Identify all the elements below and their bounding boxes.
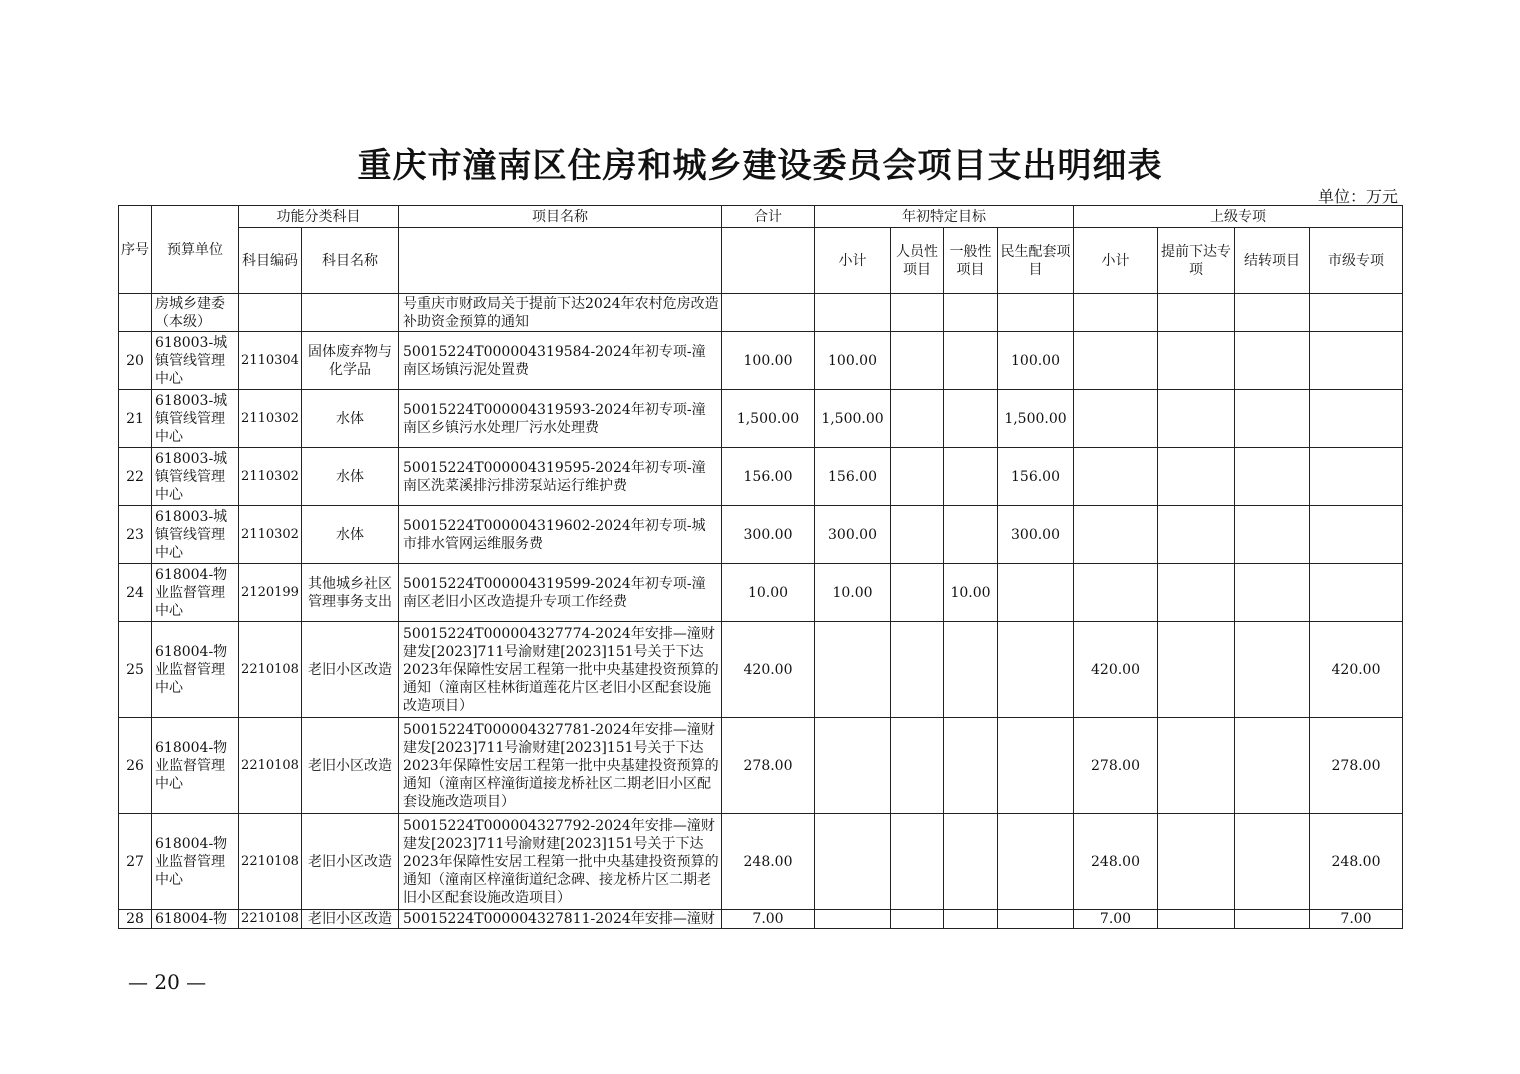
cell-total: 100.00 bbox=[722, 332, 815, 390]
cell-livelihood: 156.00 bbox=[998, 448, 1074, 506]
cell-advance bbox=[1158, 390, 1235, 448]
cell-city-level: 420.00 bbox=[1310, 622, 1403, 718]
cell-personnel bbox=[891, 448, 944, 506]
cell-city-level bbox=[1310, 294, 1403, 332]
cell-personnel bbox=[891, 506, 944, 564]
cell-seq: 25 bbox=[119, 622, 152, 718]
cell-subject-code: 2120199 bbox=[239, 564, 302, 622]
cell-carryover bbox=[1235, 448, 1310, 506]
cell-city-level bbox=[1310, 506, 1403, 564]
header-advance: 提前下达专项 bbox=[1158, 228, 1235, 294]
cell-livelihood bbox=[998, 294, 1074, 332]
cell-total: 248.00 bbox=[722, 814, 815, 910]
cell-carryover bbox=[1235, 332, 1310, 390]
cell-general bbox=[944, 622, 998, 718]
cell-total bbox=[722, 294, 815, 332]
page-title: 重庆市潼南区住房和城乡建设委员会项目支出明细表 bbox=[357, 146, 1163, 186]
cell-superior-subtotal: 248.00 bbox=[1074, 814, 1158, 910]
cell-total: 1,500.00 bbox=[722, 390, 815, 448]
cell-personnel bbox=[891, 718, 944, 814]
cell-initial-subtotal: 10.00 bbox=[815, 564, 891, 622]
cell-superior-subtotal bbox=[1074, 564, 1158, 622]
table-row bbox=[119, 294, 1403, 332]
table-row bbox=[119, 718, 1403, 814]
cell-initial-subtotal bbox=[815, 718, 891, 814]
cell-subject-code: 2210108 bbox=[239, 622, 302, 718]
cell-budget-unit: 618003-城镇管线管理中心 bbox=[152, 390, 239, 448]
cell-total: 420.00 bbox=[722, 622, 815, 718]
cell-subject-code: 2110302 bbox=[239, 390, 302, 448]
cell-general: 10.00 bbox=[944, 564, 998, 622]
cell-seq bbox=[119, 294, 152, 332]
cell-superior-subtotal bbox=[1074, 294, 1158, 332]
cell-superior-subtotal: 420.00 bbox=[1074, 622, 1158, 718]
cell-advance bbox=[1158, 332, 1235, 390]
cell-initial-subtotal bbox=[815, 294, 891, 332]
cell-budget-unit: 618003-城镇管线管理中心 bbox=[152, 332, 239, 390]
cell-subject-name: 水体 bbox=[302, 448, 399, 506]
cell-general bbox=[944, 390, 998, 448]
cell-livelihood bbox=[998, 814, 1074, 910]
cell-city-level bbox=[1310, 332, 1403, 390]
cell-personnel bbox=[891, 332, 944, 390]
cell-total: 278.00 bbox=[722, 718, 815, 814]
cell-advance bbox=[1158, 448, 1235, 506]
cell-initial-subtotal: 100.00 bbox=[815, 332, 891, 390]
cell-livelihood bbox=[998, 564, 1074, 622]
cell-total: 156.00 bbox=[722, 448, 815, 506]
unit-label: 单位：万元 bbox=[1317, 187, 1398, 206]
cell-total: 10.00 bbox=[722, 564, 815, 622]
cell-city-level bbox=[1310, 564, 1403, 622]
cell-advance bbox=[1158, 506, 1235, 564]
header-total: 合计 bbox=[722, 206, 815, 228]
cell-project-name: 50015224T000004319602-2024年初专项-城市排水管网运维服务费 bbox=[399, 506, 722, 564]
cell-carryover bbox=[1235, 506, 1310, 564]
cell-initial-subtotal: 156.00 bbox=[815, 448, 891, 506]
cell-superior-subtotal bbox=[1074, 390, 1158, 448]
cell-seq: 22 bbox=[119, 448, 152, 506]
cell-advance bbox=[1158, 910, 1235, 929]
cell-livelihood bbox=[998, 910, 1074, 929]
cell-subject-name: 其他城乡社区管理事务支出 bbox=[302, 564, 399, 622]
cell-personnel bbox=[891, 294, 944, 332]
table-row bbox=[119, 390, 1403, 448]
cell-carryover bbox=[1235, 564, 1310, 622]
cell-project-name: 50015224T000004319584-2024年初专项-潼南区场镇污泥处置费 bbox=[399, 332, 722, 390]
cell-livelihood bbox=[998, 622, 1074, 718]
cell-personnel bbox=[891, 390, 944, 448]
cell-livelihood: 300.00 bbox=[998, 506, 1074, 564]
header-livelihood: 民生配套项目 bbox=[998, 228, 1074, 294]
cell-city-level bbox=[1310, 390, 1403, 448]
cell-advance bbox=[1158, 622, 1235, 718]
cell-advance bbox=[1158, 564, 1235, 622]
table-body bbox=[119, 294, 1403, 929]
cell-total: 7.00 bbox=[722, 910, 815, 929]
header-seq: 序号 bbox=[119, 206, 152, 294]
cell-project-name: 50015224T000004327792-2024年安排—潼财建发[2023]711号渝财建[2023]151号关于下达2023年保障性安居工程第一批中央基建投资预算的通知（潼南区梓潼街道纪念碑、接龙桥片区二期老旧小区配套设施改造项目） bbox=[399, 814, 722, 910]
page-number: — 20 — bbox=[128, 970, 207, 994]
cell-project-name: 50015224T000004319599-2024年初专项-潼南区老旧小区改造提升专项工作经费 bbox=[399, 564, 722, 622]
table-row bbox=[119, 622, 1403, 718]
table-row bbox=[119, 814, 1403, 910]
cell-carryover bbox=[1235, 718, 1310, 814]
cell-subject-code: 2210108 bbox=[239, 814, 302, 910]
cell-budget-unit: 618004-物 bbox=[152, 910, 239, 929]
cell-subject-code: 2210108 bbox=[239, 718, 302, 814]
cell-livelihood bbox=[998, 718, 1074, 814]
header-project-name: 项目名称 bbox=[399, 206, 722, 228]
header-project-name-blank bbox=[399, 228, 722, 294]
cell-total: 300.00 bbox=[722, 506, 815, 564]
cell-general bbox=[944, 910, 998, 929]
cell-subject-name: 老旧小区改造 bbox=[302, 718, 399, 814]
cell-general bbox=[944, 506, 998, 564]
cell-initial-subtotal: 1,500.00 bbox=[815, 390, 891, 448]
cell-superior-subtotal bbox=[1074, 332, 1158, 390]
cell-general bbox=[944, 332, 998, 390]
header-subject-code: 科目编码 bbox=[239, 228, 302, 294]
cell-initial-subtotal bbox=[815, 814, 891, 910]
cell-superior-subtotal bbox=[1074, 448, 1158, 506]
cell-city-level: 248.00 bbox=[1310, 814, 1403, 910]
header-func-group: 功能分类科目 bbox=[239, 206, 399, 228]
header-budget-unit: 预算单位 bbox=[152, 206, 239, 294]
header-personnel: 人员性项目 bbox=[891, 228, 944, 294]
cell-seq: 24 bbox=[119, 564, 152, 622]
cell-project-name: 50015224T000004327811-2024年安排—潼财 bbox=[399, 910, 722, 929]
cell-budget-unit: 618003-城镇管线管理中心 bbox=[152, 448, 239, 506]
cell-subject-name: 固体废弃物与化学品 bbox=[302, 332, 399, 390]
cell-general bbox=[944, 448, 998, 506]
cell-carryover bbox=[1235, 910, 1310, 929]
cell-subject-code: 2110302 bbox=[239, 506, 302, 564]
cell-city-level: 7.00 bbox=[1310, 910, 1403, 929]
cell-subject-code: 2110302 bbox=[239, 448, 302, 506]
cell-city-level: 278.00 bbox=[1310, 718, 1403, 814]
cell-subject-name bbox=[302, 294, 399, 332]
header-superior-subtotal: 小计 bbox=[1074, 228, 1158, 294]
cell-seq: 26 bbox=[119, 718, 152, 814]
cell-advance bbox=[1158, 294, 1235, 332]
cell-personnel bbox=[891, 910, 944, 929]
cell-superior-subtotal bbox=[1074, 506, 1158, 564]
cell-carryover bbox=[1235, 814, 1310, 910]
cell-subject-name: 水体 bbox=[302, 506, 399, 564]
cell-project-name: 50015224T000004327774-2024年安排—潼财建发[2023]711号渝财建[2023]151号关于下达2023年保障性安居工程第一批中央基建投资预算的通知（潼南区桂林街道莲花片区老旧小区配套设施改造项目） bbox=[399, 622, 722, 718]
header-general: 一般性项目 bbox=[944, 228, 998, 294]
cell-superior-subtotal: 7.00 bbox=[1074, 910, 1158, 929]
cell-budget-unit: 618004-物业监督管理中心 bbox=[152, 564, 239, 622]
cell-subject-name: 老旧小区改造 bbox=[302, 910, 399, 929]
cell-budget-unit: 618004-物业监督管理中心 bbox=[152, 814, 239, 910]
cell-subject-code: 2110304 bbox=[239, 332, 302, 390]
header-initial-subtotal: 小计 bbox=[815, 228, 891, 294]
cell-seq: 21 bbox=[119, 390, 152, 448]
cell-seq: 27 bbox=[119, 814, 152, 910]
header-subject-name: 科目名称 bbox=[302, 228, 399, 294]
cell-general bbox=[944, 294, 998, 332]
cell-seq: 23 bbox=[119, 506, 152, 564]
cell-carryover bbox=[1235, 294, 1310, 332]
cell-initial-subtotal: 300.00 bbox=[815, 506, 891, 564]
header-initial-target: 年初特定目标 bbox=[815, 206, 1074, 228]
table-row bbox=[119, 564, 1403, 622]
cell-city-level bbox=[1310, 448, 1403, 506]
cell-project-name: 号重庆市财政局关于提前下达2024年农村危房改造补助资金预算的通知 bbox=[399, 294, 722, 332]
header-total-blank bbox=[722, 228, 815, 294]
cell-general bbox=[944, 814, 998, 910]
cell-personnel bbox=[891, 814, 944, 910]
cell-subject-code: 2210108 bbox=[239, 910, 302, 929]
cell-project-name: 50015224T000004319593-2024年初专项-潼南区乡镇污水处理厂污水处理费 bbox=[399, 390, 722, 448]
cell-project-name: 50015224T000004319595-2024年初专项-潼南区洗菜溪排污排涝泵站运行维护费 bbox=[399, 448, 722, 506]
cell-initial-subtotal bbox=[815, 622, 891, 718]
cell-superior-subtotal: 278.00 bbox=[1074, 718, 1158, 814]
cell-subject-name: 老旧小区改造 bbox=[302, 622, 399, 718]
header-carryover: 结转项目 bbox=[1235, 228, 1310, 294]
cell-subject-code bbox=[239, 294, 302, 332]
cell-livelihood: 100.00 bbox=[998, 332, 1074, 390]
cell-subject-name: 老旧小区改造 bbox=[302, 814, 399, 910]
table-row bbox=[119, 910, 1403, 929]
table-row bbox=[119, 506, 1403, 564]
cell-budget-unit: 房城乡建委（本级） bbox=[152, 294, 239, 332]
cell-budget-unit: 618004-物业监督管理中心 bbox=[152, 718, 239, 814]
cell-personnel bbox=[891, 622, 944, 718]
cell-carryover bbox=[1235, 390, 1310, 448]
cell-seq: 20 bbox=[119, 332, 152, 390]
cell-budget-unit: 618003-城镇管线管理中心 bbox=[152, 506, 239, 564]
header-superior: 上级专项 bbox=[1074, 206, 1403, 228]
cell-advance bbox=[1158, 814, 1235, 910]
expenditure-table bbox=[118, 205, 1403, 929]
cell-general bbox=[944, 718, 998, 814]
cell-seq: 28 bbox=[119, 910, 152, 929]
cell-initial-subtotal bbox=[815, 910, 891, 929]
table-row bbox=[119, 448, 1403, 506]
cell-carryover bbox=[1235, 622, 1310, 718]
cell-budget-unit: 618004-物业监督管理中心 bbox=[152, 622, 239, 718]
cell-livelihood: 1,500.00 bbox=[998, 390, 1074, 448]
header-city-level: 市级专项 bbox=[1310, 228, 1403, 294]
cell-subject-name: 水体 bbox=[302, 390, 399, 448]
cell-project-name: 50015224T000004327781-2024年安排—潼财建发[2023]711号渝财建[2023]151号关于下达2023年保障性安居工程第一批中央基建投资预算的通知（潼南区梓潼街道接龙桥社区二期老旧小区配套设施改造项目） bbox=[399, 718, 722, 814]
table-row bbox=[119, 332, 1403, 390]
cell-advance bbox=[1158, 718, 1235, 814]
cell-personnel bbox=[891, 564, 944, 622]
